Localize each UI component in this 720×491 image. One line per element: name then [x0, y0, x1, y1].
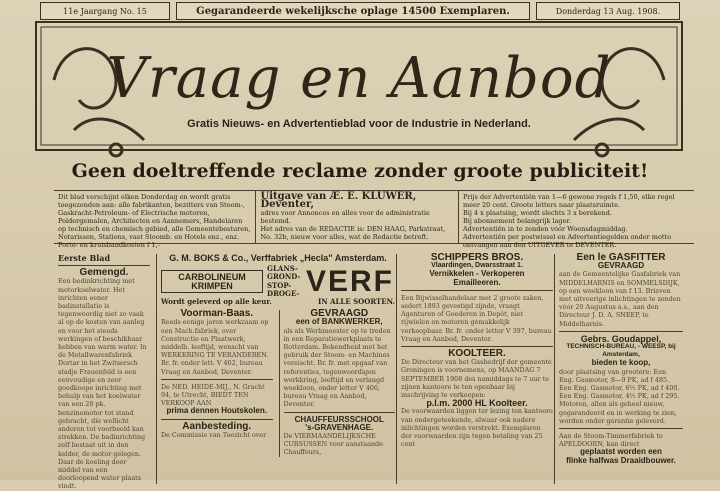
ad-koolteer-body: De Directeur van het Gasbedrijf der gemeente Groningen is voornemens, op MAANDAG 7 SEPTEMBER 1908 des namiddags te 7 uur te zijnen kantoore te ten openbaar bij inschrijving te verkoopen:	[401, 358, 552, 400]
ad-schippers-line: Vlaardingen, Dwarsstraat 1.	[431, 262, 523, 270]
ad-heide-title: De NED. HEIDE-MIJ., N. Gracht 94, te Utrecht, BIEDT TEN VERKOOP AAN	[161, 382, 265, 408]
publisher-address: Het adres van de REDACTIE is: DEN HAAG, Parkstraat, No. 32b, nieuw voor alles, wat de Redactie betreft.	[260, 225, 446, 241]
ad-gasfitter-body: aan de Gemeentelijke Gasfabriek van MIDDELHARNIS en SOMMELSDIJK, op een weekloon van f 13. Brieven met uitvoerige inlichtingen te zenden vóór 20 Augustus a.s., aan den Directeur J. D. A. SNEEP, te Middelharnis.	[559, 270, 681, 328]
publisher-body: adres voor Annonces en alles voor de administratie bestemd.	[260, 209, 430, 225]
info-publisher	[256, 191, 458, 243]
ad-gevraagd-big: een of BANKWERKER,	[295, 317, 383, 327]
info-distribution: Dit blad verschijnt elken Donderdag en wordt gratis toegezonden aan: alle fabrikanten, bezitters van Stoom-, Gaskracht-Petroleum- of Electrische motoren, Poldergemalen, Architecten en Aannemers, Handelaren op technisch en chemisch gebied, alle Gemeentebesturen, Notarissen, Stations, vast Stoomb. en Hotels enz., enz. Porto- en kruisbandkosten f 1,-	[54, 191, 256, 243]
ad-goudappel-body: door plaatsing van grootere: Een Eng. Gasmotor, 8—9 PK, ad f 485. Een Eng. Gasmotor, 6½ PK, ad f 400. Een Eng. Gasmotor, 4½ PK, ad f 295. Motoren, allen als geheel nieuw, gegarandeerd en in werking te zien, worden onder garantie geleverd.	[559, 367, 680, 425]
newspaper-title: Vraag en Aanbod	[106, 46, 612, 111]
ad-heide-big: prima dennen Houtskolen.	[166, 406, 267, 416]
circulation-box: Gegarandeerde wekelijksche oplage 14500 Exemplaren.	[176, 2, 530, 20]
ad-boks-title: G. M. BOKS & Co., Verffabriek „Hecla" Amsterdam.	[169, 253, 387, 263]
slogan: Geen doeltreffende reclame zonder groote publiciteit!	[71, 160, 649, 182]
ad-boks-box: CARBOLINEUM KRIMPEN	[161, 270, 263, 292]
ad-schippers-title: SCHIPPERS BROS.	[430, 252, 524, 263]
column-1	[58, 253, 150, 491]
ad-goudappel-big: bieden te koop,	[591, 358, 651, 368]
info-pricing	[459, 191, 694, 249]
ad-chauffeur-body: De VIERMAANDELIJKSCHE CURSUSSEN voor aanstaande Chauffeurs,	[283, 432, 383, 457]
ad-gevraagd-title: GEVRAAGD	[310, 308, 369, 320]
pricing-line-2: Bij 4 x plaatsing, wordt slechts 3 x berekend.	[462, 209, 612, 217]
ad-aanbesteding-body: De Commissie van Toezicht over	[161, 430, 267, 439]
ad-boks-note: Wordt geleverd op alle keur.	[161, 297, 272, 307]
ad-gasfitter-title: GEVRAAGD	[597, 261, 645, 271]
ad-apeldoorn-body: Aan de Stoom-Timmerfabriek te APELDOORN, kan direct	[559, 432, 663, 449]
column-2	[156, 254, 395, 484]
ad-boks-note2: IN ALLE SOORTEN.	[317, 297, 395, 307]
date-box: Donderdag 13 Aug. 1908.	[536, 2, 680, 20]
ad-koolteer-title: KOOLTEER.	[448, 348, 506, 360]
ad-apeldoorn-big2: flinke halfwas Draaidbouwer.	[566, 455, 676, 465]
ad-chauffeur-title: CHAUFFEURSSCHOOL	[294, 414, 384, 424]
col2-left	[161, 310, 273, 456]
ad-chauffeur-big: 's-GRAVENHAGE.	[305, 422, 374, 432]
pricing-line-4: Advertentiën in te zenden vóór Woensdagmiddag.	[462, 225, 628, 233]
ad-apeldoorn-big: geplaatst worden een	[580, 447, 662, 457]
ad-goudappel-line: TECHNISCH-BUREAU, - WEESP, bij Amsterdam,	[566, 343, 676, 359]
pricing-line-1: Prijs der Advertentiën van 1—6 gewone regels f 1,50, elke regel meer 20 cent. Groote letters naar plaatsruimte.	[462, 193, 675, 209]
column-4	[554, 254, 683, 484]
article-heading: Gemengd.	[79, 267, 129, 279]
ad-koolteer-body2: De voorwaarden liggen ter lezing ten kantoore van ondergeteekende, alwaar ook nadere inlichtingen worden verstrekt. Exemplaren der voorwaarden zijn tegen betaling van 25 cent	[401, 407, 553, 449]
top-info-bar	[40, 2, 680, 20]
pricing-line-5: Advertentiën per postwissel en Advertentiegelden onder motto ontvangen aan den UITGEVER te DEVENTER.	[462, 233, 671, 249]
ad-gasfitter-big: Een le GASFITTER	[576, 252, 666, 263]
ad-wisselhandel-body: Een Bijwisselhandelaar met 2 groote zaken, sedert 1893 gevestigd zijnde, vraagt Agenturen of Goederen in Depôt, niet rijwielen en motoren gemakkelijk verkoopbaar. Br. fr. onder letter V 397, bureau Vraag en Aanbod, Deventer.	[401, 293, 552, 343]
newspaper-subtitle: Gratis Nieuws- en Advertentieblad voor de Industrie in Nederland.	[187, 118, 531, 130]
pricing-line-3: Bij abonnement belangrijk lager.	[462, 217, 571, 225]
ad-voorman-body: Reeds eenige jaren werkzaam op een Mach.fabriek, over Constructie en Plaatwerk, middelb. leeftijd, wenscht van WERKKRING TE VERANDEREN. Br. fr. onder lett. V 402, bureau Vraag en Aanbod, Deventer.	[161, 318, 269, 376]
article-body: Een bedinkrichting met motorkoelwater. Het inrichten eener badinstallatie is tegenwoordig niet zo vaak al op de kosten van aanleg en voor het steeds werkingen of beschikbaar hebben van warm water. In de Metallwarenfabriek Dortar in het Zwitsersch stadje Frauenfeld is een eenvoudige en zeer goedkoope inrichting met behulp van het koelwater van een 20 pk. benzinemotor tot stand gebracht, die wellicht anderen tot voorbeeld kan strekken. De badinrichting zelf bestaat uit in den kelder, de motor gelegen. Daar de koeling door middel van een doorloopend water plaats vindt.	[58, 277, 147, 491]
ad-boks-big: VERF	[305, 264, 394, 298]
ad-koolteer-big: p.l.m. 2000 HL Koolteer.	[426, 398, 528, 409]
masthead	[34, 20, 684, 166]
ad-goudappel-title: Gebrs. Goudappel,	[580, 333, 662, 344]
ad-aanbesteding-title: Aanbesteding.	[182, 420, 252, 432]
section-label: Eerste Blad	[58, 253, 111, 263]
column-3	[396, 254, 553, 484]
ad-boks-side: GLANS-GROND-STOP-DROGE-	[267, 264, 301, 298]
info-strip	[54, 190, 694, 249]
volume-box: 11e Jaargang No. 15	[40, 2, 170, 20]
ad-schippers-big: Vernikkelen - Verkoperen	[429, 269, 525, 279]
ad-voorman-title: Voorman-Baas.	[180, 308, 254, 320]
col2-right	[279, 310, 396, 456]
publisher-heading: Uitgave van Æ. E. KLUWER, Deventer,	[260, 191, 417, 210]
ad-gevraagd-body: als als Werkmeester op te treden in een Reparatiewerkplaats te Rotterdam. Bekendheid met het gebruik der Stoom- en Machines vereischt. Br. fr. met opgaaf van referenties, tegenwoordigen werkkring, leeftijd en verlangd weekloon, onder letter V 406, bureau Vraag en Aanbod, Deventer.	[283, 326, 391, 409]
ad-schippers-big2: Emailleeren.	[453, 277, 501, 287]
